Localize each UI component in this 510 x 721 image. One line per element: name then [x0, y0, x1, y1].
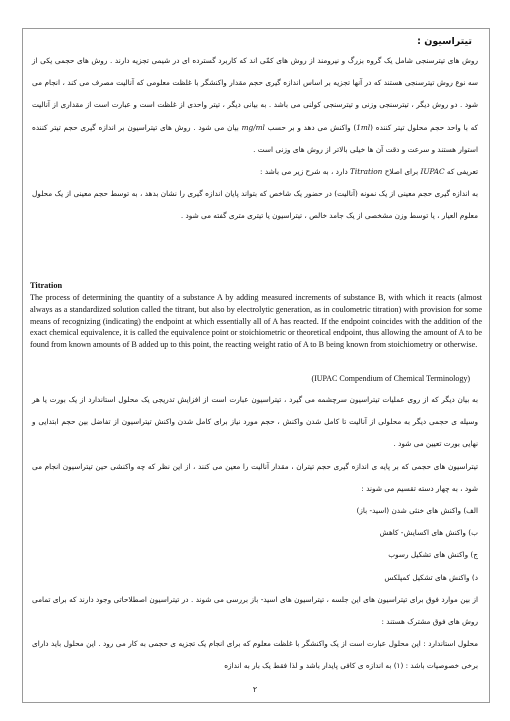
- list-item: د) واکنش های تشکیل کمپلکس: [384, 572, 478, 582]
- page-number: ۲: [252, 685, 258, 694]
- paragraph-3: تیتراسیون های حجمی که بر پایه ی اندازه گیری حجم تیتران ، مقدار آنالیت را معین می کنند ، از این نظر که چه واکنشی حین تیتراسیون انجام می شود ، به چهار دسته تقسیم می شوند :: [32, 461, 478, 493]
- list-item: ب) واکنش های اکسایش- کاهش: [379, 528, 478, 538]
- intro-paragraph: [32, 50, 478, 161]
- unit-mgml: mg/ml: [241, 122, 265, 132]
- list-item: الف) واکنش های خنثی شدن (اسید- باز): [356, 506, 478, 516]
- english-heading: Titration: [30, 281, 63, 290]
- intro-cont-post: بیان می شود . روش های تیتراسیون بر اندازه گیری حجم تیتر کننده استوار هستند و سرعت و دقت آن ها خیلی بالاتر از روش های وزنی است .: [32, 122, 478, 154]
- iupac-post: دارد ، به شرح زیر می باشد :: [260, 167, 348, 177]
- intro-cont-pre: واحد حجم محلول تیتر کننده (: [370, 122, 461, 132]
- definition-fa: به اندازه گیری حجم معینی از یک نمونه (آنالیت) در حضور یک شاخص که بتواند پایان اندازه گیری را نشان بدهد ، به توسط حجم معینی از یک محلول معلوم العیار ، یا توسط وزن مشخصی از یک جامد خالص ، تیتراسیون یا تیتری متری گفته می شود .: [32, 189, 478, 221]
- paragraph-5: محلول استاندارد : این محلول عبارت است از یک واکنشگر با غلظت معلوم که برای انجام یک تجزیه ی حجمی به کار می رود . این محلول باید دارای برخی خصوصیات باشد : (۱) به اندازه ی کافی پایدار باشد و لذا فقط یک بار به اندازه: [32, 639, 478, 671]
- intro-cont-mid: ) واکنش می دهد و بر حسب: [267, 122, 357, 132]
- body-section: [32, 389, 478, 678]
- iupac-term: Titration: [350, 167, 383, 177]
- intro-text: روش های تیترسنجی شامل یک گروه بزرگ و نیرومند از روش های کمّی اند که کاربرد گسترده ای در شیمی تجزیه دارند . روش های حجمی یکی از سه نوع روش تیترسنجی هستند که در آنها تجزیه بر اساس اندازه گیری حجم مقدار واکنشگر با غلظت معلومی که آنالیت مصرف می کند ، انجام می شود . دو روش دیگر ، تیترسنجی وزنی و تیترسنجی کولنی می باشد . به بیانی دیگر ، تیتر واحدی از غلظت است و عبارت است از مقداری از آنالیت که با: [32, 56, 479, 132]
- iupac-abbr: IUPAC: [420, 167, 445, 177]
- iupac-pre: تعریفی که: [446, 167, 478, 177]
- list-item: ج) واکنش های تشکیل رسوب: [388, 550, 478, 560]
- english-citation: (IUPAC Compendium of Chemical Terminology): [311, 374, 470, 383]
- english-definition: The process of determining the quantity of a substance A by adding measured increments of substance B, with which it reacts (almost always as a standardized solution called the titrant, but also by electrolytic generation, as in coulometric titration) with provision for some means of recognizing (indicating) the endpoint at which essentially all of A has reacted. If the endpoint coincides with the addition of the exact chemical equivalence, it is called the equivalence point or stoichiometric or theoretical endpoint, thus allowing the amount of A to be found from known amounts of B added up to this point, the reacting weight ratio of A to B being known from stoichiometry or otherwise.: [30, 293, 482, 350]
- iupac-intro-line: [32, 161, 478, 183]
- paragraph-2: به بیان دیگر که از روی عملیات تیتراسیون سرچشمه می گیرد ، تیتراسیون عبارت است از افزایش تدریجی یک محلول استاندارد از یک بورت یا هر وسیله ی حجمی دیگر به محلولی از آنالیت تا کامل شدن واکنش ، حجم مورد نیاز برای کامل شدن واکنش تیتراسیون از تفاضل بین حجم ابتدایی و نهایی بورت تعیین می شود .: [32, 395, 478, 449]
- section-heading: تیتراسیون :: [417, 36, 472, 47]
- unit-ml: 1ml: [356, 122, 371, 132]
- iupac-mid: برای اصلاح: [384, 167, 419, 177]
- intro-section: [32, 50, 478, 228]
- paragraph-4: از بین موارد فوق برای تیتراسیون های این جلسه ، تیتراسیون های اسید- باز بررسی می شوند . در تیتراسیون اصطلاحاتی وجود دارند که برای تمامی روش های فوق مشترک هستند :: [32, 594, 478, 627]
